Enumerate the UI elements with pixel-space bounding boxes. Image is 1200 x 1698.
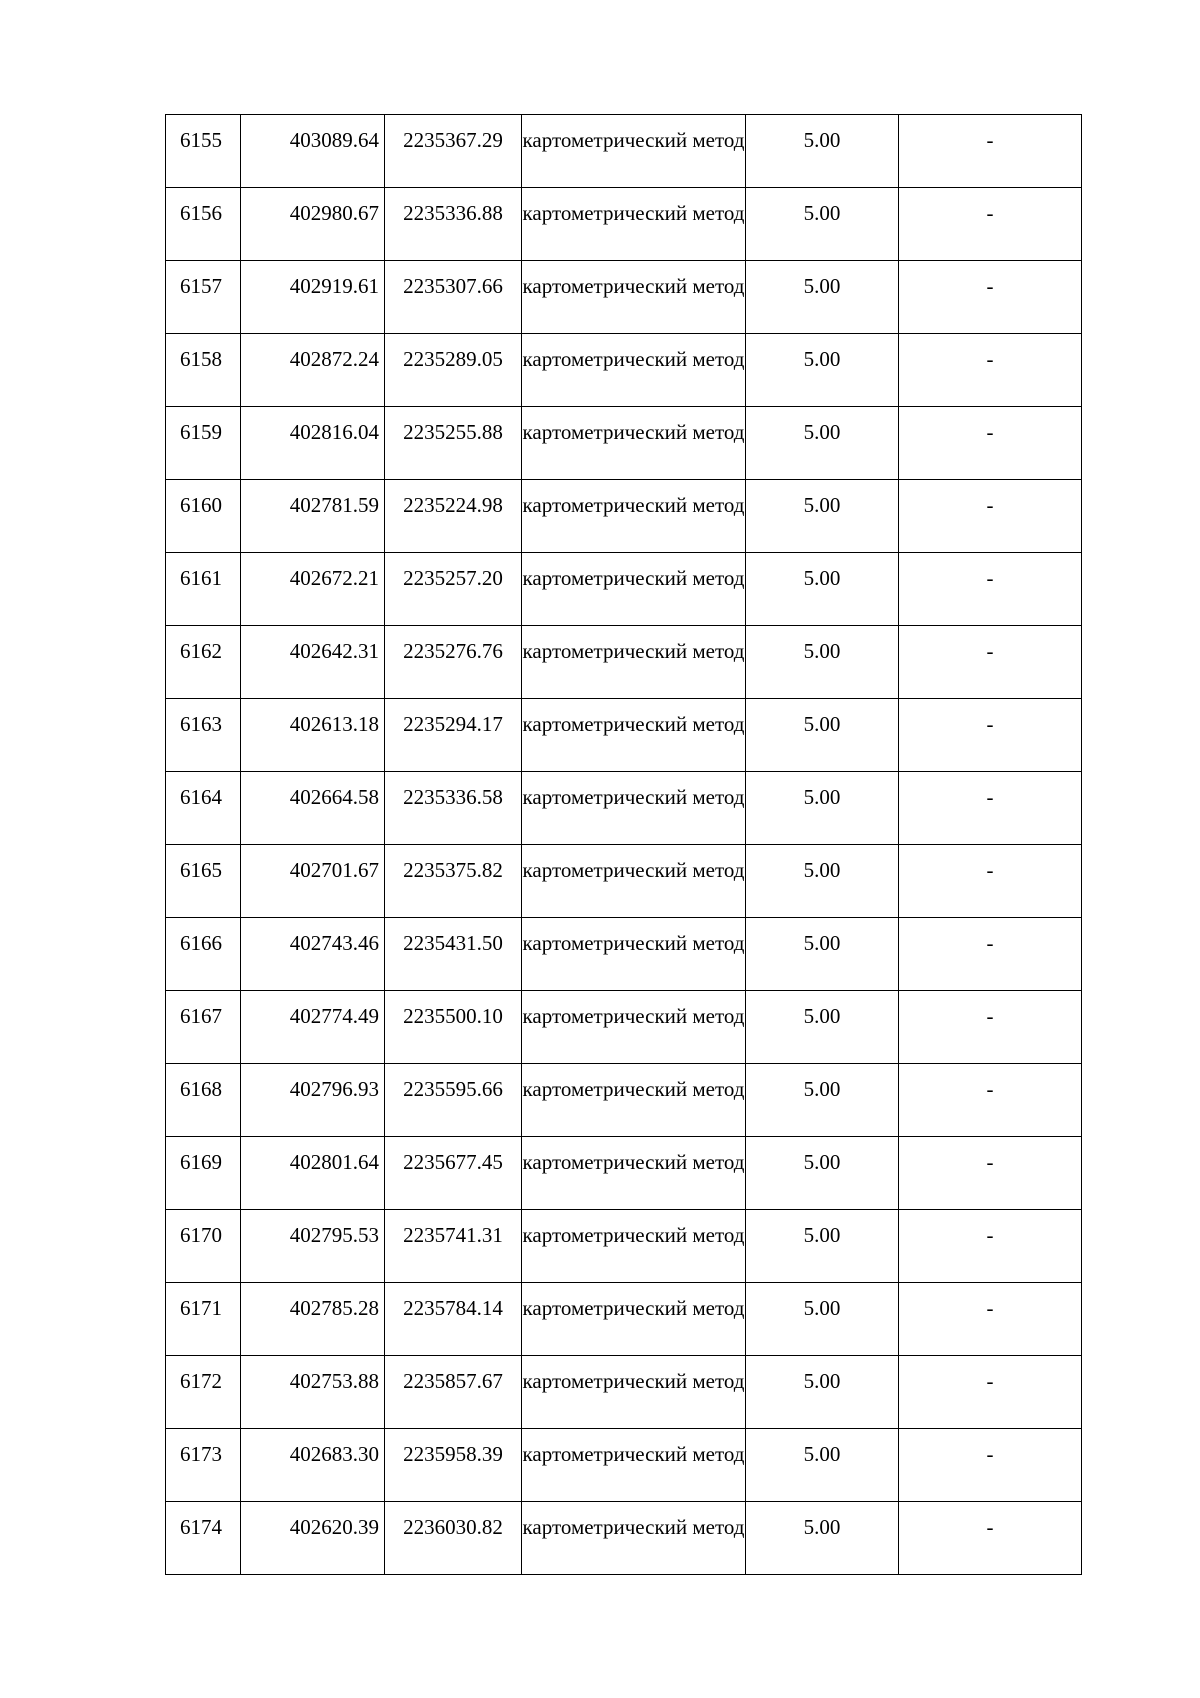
note-cell: -	[899, 699, 1082, 772]
table-row	[166, 991, 1082, 1064]
y-coordinate-cell: 2235307.66	[385, 261, 522, 334]
accuracy-cell: 5.00	[746, 626, 899, 699]
method-cell: картометрический метод	[522, 115, 746, 188]
note-cell: -	[899, 334, 1082, 407]
point-number-cell: 6170	[166, 1210, 241, 1283]
method-cell: картометрический метод	[522, 918, 746, 991]
x-coordinate-cell: 402796.93	[241, 1064, 385, 1137]
note-cell: -	[899, 845, 1082, 918]
table-row	[166, 1502, 1082, 1575]
x-coordinate-cell: 402919.61	[241, 261, 385, 334]
point-number-cell: 6160	[166, 480, 241, 553]
x-coordinate-cell: 402613.18	[241, 699, 385, 772]
point-number-cell: 6172	[166, 1356, 241, 1429]
x-coordinate-cell: 402701.67	[241, 845, 385, 918]
method-cell: картометрический метод	[522, 480, 746, 553]
accuracy-cell: 5.00	[746, 553, 899, 626]
x-coordinate-cell: 402642.31	[241, 626, 385, 699]
method-cell: картометрический метод	[522, 772, 746, 845]
table-row	[166, 1283, 1082, 1356]
y-coordinate-cell: 2235431.50	[385, 918, 522, 991]
y-coordinate-cell: 2235224.98	[385, 480, 522, 553]
accuracy-cell: 5.00	[746, 991, 899, 1064]
coordinates-table-body	[166, 115, 1082, 1575]
method-cell: картометрический метод	[522, 1356, 746, 1429]
x-coordinate-cell: 402683.30	[241, 1429, 385, 1502]
point-number-cell: 6164	[166, 772, 241, 845]
method-cell: картометрический метод	[522, 407, 746, 480]
y-coordinate-cell: 2236030.82	[385, 1502, 522, 1575]
table-row	[166, 1210, 1082, 1283]
table-row	[166, 261, 1082, 334]
point-number-cell: 6168	[166, 1064, 241, 1137]
note-cell: -	[899, 115, 1082, 188]
x-coordinate-cell: 402980.67	[241, 188, 385, 261]
table-row	[166, 1429, 1082, 1502]
accuracy-cell: 5.00	[746, 1283, 899, 1356]
accuracy-cell: 5.00	[746, 1137, 899, 1210]
method-cell: картометрический метод	[522, 699, 746, 772]
point-number-cell: 6162	[166, 626, 241, 699]
method-cell: картометрический метод	[522, 626, 746, 699]
table-row	[166, 772, 1082, 845]
note-cell: -	[899, 1283, 1082, 1356]
note-cell: -	[899, 1429, 1082, 1502]
table-row	[166, 699, 1082, 772]
y-coordinate-cell: 2235289.05	[385, 334, 522, 407]
note-cell: -	[899, 626, 1082, 699]
accuracy-cell: 5.00	[746, 334, 899, 407]
point-number-cell: 6158	[166, 334, 241, 407]
y-coordinate-cell: 2235255.88	[385, 407, 522, 480]
x-coordinate-cell: 402774.49	[241, 991, 385, 1064]
point-number-cell: 6161	[166, 553, 241, 626]
point-number-cell: 6155	[166, 115, 241, 188]
note-cell: -	[899, 1502, 1082, 1575]
y-coordinate-cell: 2235336.88	[385, 188, 522, 261]
table-row	[166, 1064, 1082, 1137]
table-row	[166, 1137, 1082, 1210]
y-coordinate-cell: 2235595.66	[385, 1064, 522, 1137]
note-cell: -	[899, 407, 1082, 480]
note-cell: -	[899, 188, 1082, 261]
table-row	[166, 626, 1082, 699]
x-coordinate-cell: 402801.64	[241, 1137, 385, 1210]
note-cell: -	[899, 1064, 1082, 1137]
y-coordinate-cell: 2235857.67	[385, 1356, 522, 1429]
point-number-cell: 6167	[166, 991, 241, 1064]
accuracy-cell: 5.00	[746, 480, 899, 553]
point-number-cell: 6159	[166, 407, 241, 480]
method-cell: картометрический метод	[522, 1210, 746, 1283]
method-cell: картометрический метод	[522, 261, 746, 334]
x-coordinate-cell: 402872.24	[241, 334, 385, 407]
y-coordinate-cell: 2235257.20	[385, 553, 522, 626]
note-cell: -	[899, 1137, 1082, 1210]
table-row	[166, 480, 1082, 553]
table-row	[166, 918, 1082, 991]
accuracy-cell: 5.00	[746, 115, 899, 188]
point-number-cell: 6174	[166, 1502, 241, 1575]
note-cell: -	[899, 553, 1082, 626]
y-coordinate-cell: 2235336.58	[385, 772, 522, 845]
note-cell: -	[899, 772, 1082, 845]
method-cell: картометрический метод	[522, 991, 746, 1064]
accuracy-cell: 5.00	[746, 1356, 899, 1429]
y-coordinate-cell: 2235500.10	[385, 991, 522, 1064]
note-cell: -	[899, 1356, 1082, 1429]
x-coordinate-cell: 403089.64	[241, 115, 385, 188]
method-cell: картометрический метод	[522, 1502, 746, 1575]
point-number-cell: 6169	[166, 1137, 241, 1210]
table-row	[166, 553, 1082, 626]
point-number-cell: 6163	[166, 699, 241, 772]
table-row	[166, 1356, 1082, 1429]
table-row	[166, 334, 1082, 407]
point-number-cell: 6157	[166, 261, 241, 334]
accuracy-cell: 5.00	[746, 772, 899, 845]
method-cell: картометрический метод	[522, 1064, 746, 1137]
table-row	[166, 115, 1082, 188]
y-coordinate-cell: 2235784.14	[385, 1283, 522, 1356]
accuracy-cell: 5.00	[746, 699, 899, 772]
method-cell: картометрический метод	[522, 1429, 746, 1502]
accuracy-cell: 5.00	[746, 1429, 899, 1502]
y-coordinate-cell: 2235294.17	[385, 699, 522, 772]
point-number-cell: 6156	[166, 188, 241, 261]
table-row	[166, 407, 1082, 480]
y-coordinate-cell: 2235741.31	[385, 1210, 522, 1283]
x-coordinate-cell: 402795.53	[241, 1210, 385, 1283]
table-row	[166, 845, 1082, 918]
method-cell: картометрический метод	[522, 188, 746, 261]
y-coordinate-cell: 2235375.82	[385, 845, 522, 918]
note-cell: -	[899, 1210, 1082, 1283]
note-cell: -	[899, 918, 1082, 991]
accuracy-cell: 5.00	[746, 188, 899, 261]
x-coordinate-cell: 402753.88	[241, 1356, 385, 1429]
x-coordinate-cell: 402664.58	[241, 772, 385, 845]
method-cell: картометрический метод	[522, 845, 746, 918]
y-coordinate-cell: 2235367.29	[385, 115, 522, 188]
point-number-cell: 6165	[166, 845, 241, 918]
note-cell: -	[899, 480, 1082, 553]
table-row	[166, 188, 1082, 261]
x-coordinate-cell: 402672.21	[241, 553, 385, 626]
x-coordinate-cell: 402620.39	[241, 1502, 385, 1575]
x-coordinate-cell: 402743.46	[241, 918, 385, 991]
x-coordinate-cell: 402781.59	[241, 480, 385, 553]
method-cell: картометрический метод	[522, 334, 746, 407]
accuracy-cell: 5.00	[746, 407, 899, 480]
note-cell: -	[899, 991, 1082, 1064]
accuracy-cell: 5.00	[746, 1502, 899, 1575]
method-cell: картометрический метод	[522, 553, 746, 626]
note-cell: -	[899, 261, 1082, 334]
accuracy-cell: 5.00	[746, 918, 899, 991]
x-coordinate-cell: 402816.04	[241, 407, 385, 480]
accuracy-cell: 5.00	[746, 1210, 899, 1283]
y-coordinate-cell: 2235677.45	[385, 1137, 522, 1210]
method-cell: картометрический метод	[522, 1283, 746, 1356]
accuracy-cell: 5.00	[746, 261, 899, 334]
method-cell: картометрический метод	[522, 1137, 746, 1210]
point-number-cell: 6171	[166, 1283, 241, 1356]
accuracy-cell: 5.00	[746, 845, 899, 918]
x-coordinate-cell: 402785.28	[241, 1283, 385, 1356]
y-coordinate-cell: 2235276.76	[385, 626, 522, 699]
y-coordinate-cell: 2235958.39	[385, 1429, 522, 1502]
point-number-cell: 6166	[166, 918, 241, 991]
coordinates-table	[165, 114, 1082, 1575]
point-number-cell: 6173	[166, 1429, 241, 1502]
accuracy-cell: 5.00	[746, 1064, 899, 1137]
